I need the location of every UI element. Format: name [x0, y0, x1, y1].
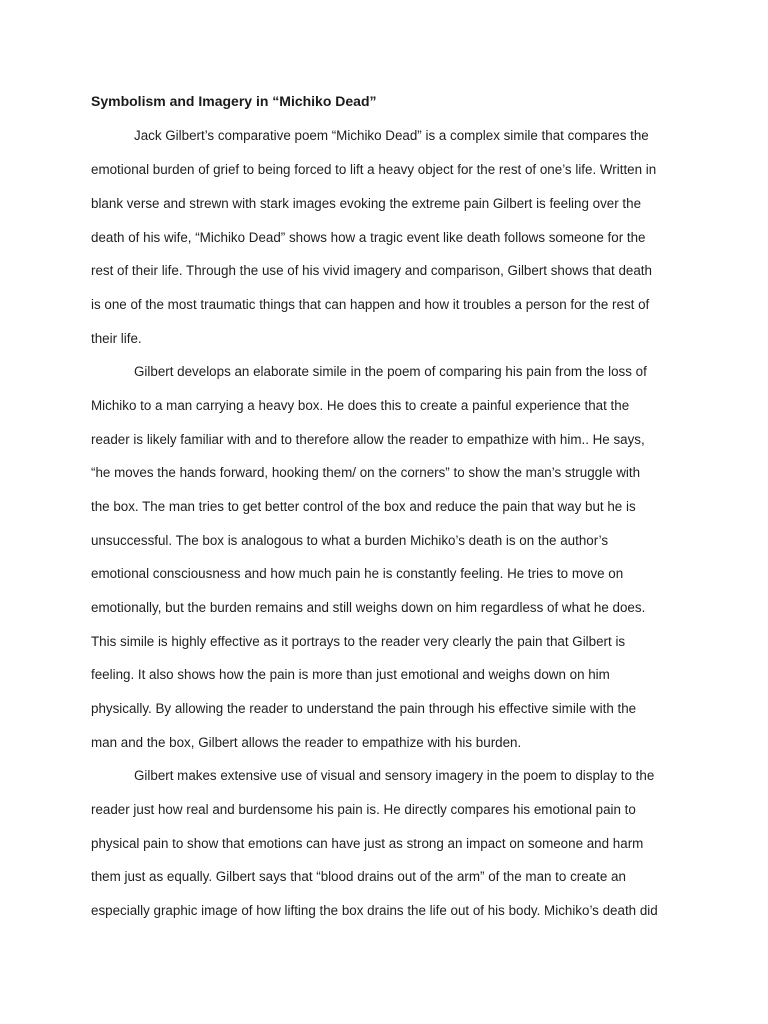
paragraph-2-line-9: This simile is highly effective as it portrays to the reader very clearly the pain that Gilbert is	[91, 634, 626, 649]
essay-title: Symbolism and Imagery in “Michiko Dead”	[91, 93, 377, 109]
paragraph-2-line-10: feeling. It also shows how the pain is more than just emotional and weighs down on him	[91, 667, 610, 682]
paragraph-1-line-4: death of his wife, “Michiko Dead” shows how a tragic event like death follows someone for the	[91, 230, 646, 245]
paragraph-1-line-3: blank verse and strewn with stark images evoking the extreme pain Gilbert is feeling over the	[91, 196, 642, 211]
paragraph-2-line-4: “he moves the hands forward, hooking them/ on the corners” to show the man’s struggle with	[91, 465, 641, 480]
paragraph-3-line-1: Gilbert makes extensive use of visual and sensory imagery in the poem to display to the	[134, 768, 655, 783]
paragraph-1-line-1: Jack Gilbert’s comparative poem “Michiko Dead” is a complex simile that compares the	[134, 128, 649, 143]
paragraph-3-line-3: physical pain to show that emotions can have just as strong an impact on someone and harm	[91, 836, 644, 851]
paragraph-2-line-3: reader is likely familiar with and to therefore allow the reader to empathize with him.. He says,	[91, 432, 645, 447]
paragraph-3-line-5: especially graphic image of how lifting the box drains the life out of his body. Michiko’s death did	[91, 903, 658, 918]
paragraph-2-line-5: the box. The man tries to get better control of the box and reduce the pain that way but he is	[91, 499, 636, 514]
paragraph-3-line-2: reader just how real and burdensome his pain is. He directly compares his emotional pain to	[91, 802, 636, 817]
paragraph-2-line-11: physically. By allowing the reader to understand the pain through his effective simile with the	[91, 701, 637, 716]
paragraph-1-line-7: their life.	[91, 331, 142, 346]
paragraph-2-line-2: Michiko to a man carrying a heavy box. He does this to create a painful experience that the	[91, 398, 630, 413]
paragraph-2-line-12: man and the box, Gilbert allows the reader to empathize with his burden.	[91, 735, 522, 750]
paragraph-2-line-1: Gilbert develops an elaborate simile in the poem of comparing his pain from the loss of	[134, 364, 647, 379]
paragraph-1-line-2: emotional burden of grief to being forced to lift a heavy object for the rest of one’s life. Written in	[91, 162, 657, 177]
paragraph-1-line-5: rest of their life. Through the use of his vivid imagery and comparison, Gilbert shows that death	[91, 263, 652, 278]
paragraph-2-line-6: unsuccessful. The box is analogous to what a burden Michiko’s death is on the author’s	[91, 533, 609, 548]
paragraph-1-line-6: is one of the most traumatic things that can happen and how it troubles a person for the rest of	[91, 297, 650, 312]
paragraph-2-line-7: emotional consciousness and how much pain he is constantly feeling. He tries to move on	[91, 566, 624, 581]
paragraph-3-line-4: them just as equally. Gilbert says that “blood drains out of the arm” of the man to create an	[91, 869, 626, 884]
paragraph-2-line-8: emotionally, but the burden remains and still weighs down on him regardless of what he does.	[91, 600, 646, 615]
